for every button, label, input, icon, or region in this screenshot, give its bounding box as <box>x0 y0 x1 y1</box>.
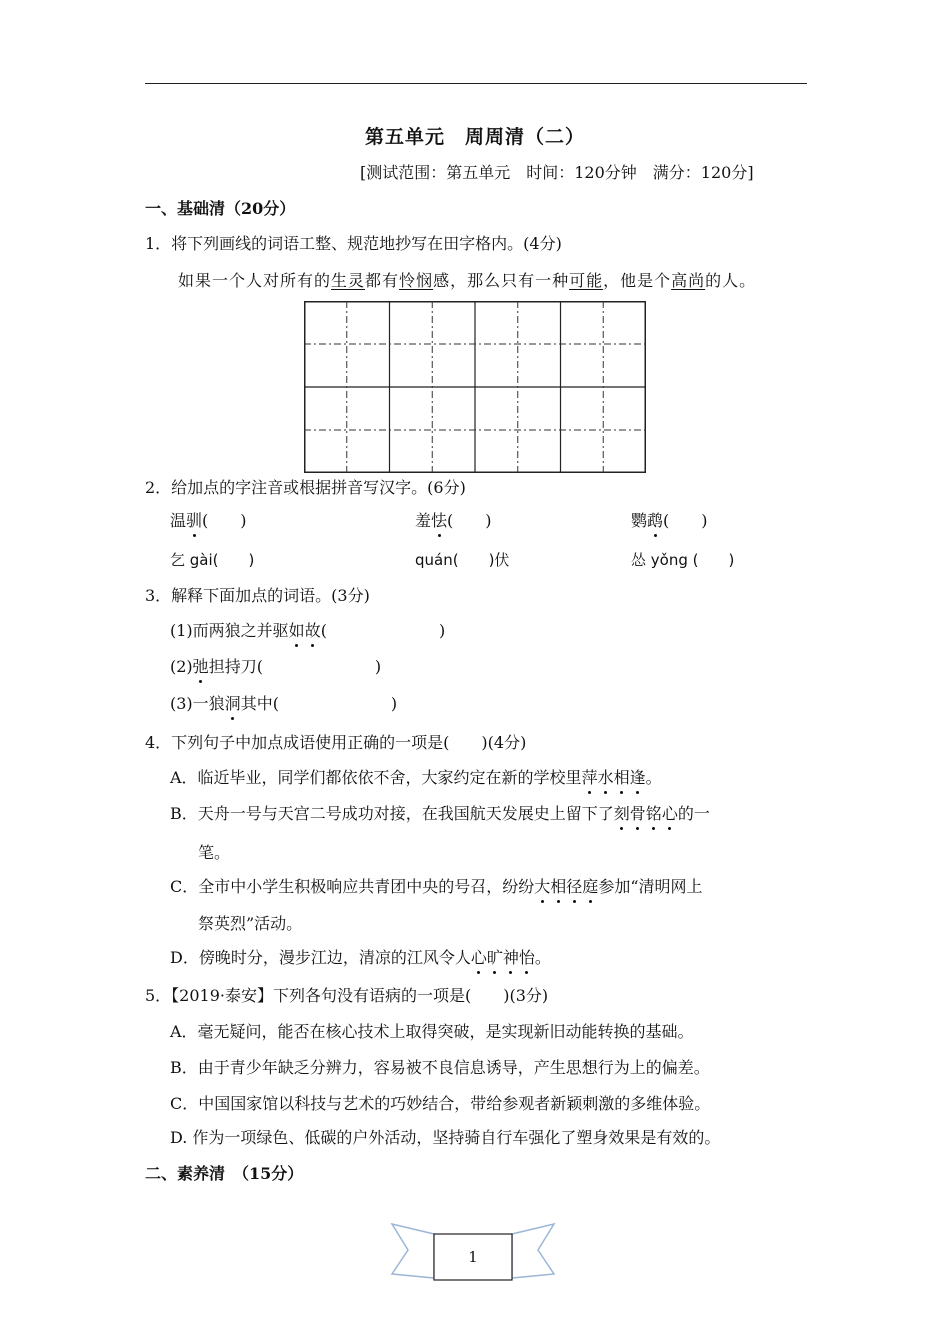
q2-item-4[interactable]: 乞 gài( ) <box>170 551 255 569</box>
dotted-char: 心 <box>470 948 487 967</box>
sentence-text: 如果一个人对所有的 <box>178 271 332 290</box>
q3-text: (3)一狼 <box>170 694 225 713</box>
underlined-word: 可能 <box>569 271 604 290</box>
dotted-char: 神 <box>502 948 519 967</box>
question-1-stem: 1．将下列画线的词语工整、规范地抄写在田字格内。(4分) <box>145 234 562 253</box>
dotted-char: 弛 <box>192 657 209 676</box>
q2-item-5[interactable]: quán( )伏 <box>415 551 510 569</box>
question-3-stem: 3．解释下面加点的词语。(3分) <box>145 586 370 605</box>
q2-item-6[interactable]: 怂 yǒng ( ) <box>631 551 735 569</box>
answer-blank[interactable]: 担持刀( ) <box>208 657 382 676</box>
q3-item-1 <box>170 620 445 642</box>
answer-blank[interactable]: ( ) <box>320 621 446 640</box>
q2-item-2 <box>415 510 492 532</box>
question-1-sentence <box>178 270 756 292</box>
dotted-char: 怡 <box>518 948 535 967</box>
answer-blank[interactable]: ( ) <box>447 511 492 530</box>
section-2-heading: 二、素养清 （15分） <box>145 1164 304 1183</box>
dotted-char: 怯 <box>431 511 448 530</box>
dotted-char: 相 <box>550 877 567 896</box>
option-text: 参加“清明网上 <box>598 877 703 896</box>
dotted-char: 逢 <box>629 768 646 787</box>
underlined-word: 生灵 <box>331 271 366 290</box>
q4-option-b-cont: 笔。 <box>198 843 231 862</box>
q4-option-a[interactable] <box>170 767 662 789</box>
answer-blank[interactable]: 其中( ) <box>240 694 398 713</box>
q4-option-c[interactable] <box>170 876 703 898</box>
page-title: 第五单元 周周清（二） <box>364 126 585 148</box>
option-text: 。 <box>534 948 551 967</box>
dotted-char: 骨 <box>629 804 646 823</box>
tianzige-grid[interactable] <box>304 301 646 473</box>
q2-text: 鹦 <box>631 511 648 530</box>
dotted-char: 水 <box>597 768 614 787</box>
question-source: 5．【2019·泰安】 <box>145 986 273 1005</box>
test-meta: [测试范围：第五单元 时间：120分钟 满分：120分] <box>360 163 754 182</box>
option-text: 的一 <box>677 804 710 823</box>
answer-blank[interactable]: ( ) <box>202 511 247 530</box>
q2-item-1 <box>170 510 247 532</box>
q4-option-b[interactable] <box>170 803 710 825</box>
dotted-char: 径 <box>566 877 583 896</box>
q2-text: 羞 <box>415 511 432 530</box>
q5-option-b[interactable]: B．由于青少年缺乏分辨力，容易被不良信息诱导，产生思想行为上的偏差。 <box>170 1058 710 1077</box>
option-text: B．天舟一号与天宫二号成功对接，在我国航天发展史上留下了 <box>170 804 614 823</box>
q3-text: (1)而两狼之并驱 <box>170 621 289 640</box>
dotted-char: 故 <box>304 621 321 640</box>
question-2-stem: 2．给加点的字注音或根据拼音写汉字。(6分) <box>145 478 466 497</box>
sentence-text: 的人。 <box>705 271 757 290</box>
q4-option-c-cont: 祭英烈”活动。 <box>198 914 303 933</box>
option-text: C．全市中小学生积极响应共青团中央的号召，纷纷 <box>170 877 535 896</box>
q5-option-d[interactable]: D. 作为一项绿色、低碳的户外活动，坚持骑自行车强化了塑身效果是有效的。 <box>170 1128 721 1147</box>
dotted-char: 大 <box>534 877 551 896</box>
sentence-text: 都有 <box>365 271 400 290</box>
answer-blank[interactable]: ( ) <box>663 511 708 530</box>
dotted-char: 心 <box>661 804 678 823</box>
dotted-char: 相 <box>613 768 630 787</box>
option-text: A．临近毕业，同学们都依依不舍，大家约定在新的学校里 <box>170 768 582 787</box>
page-number: 1 <box>468 1248 478 1266</box>
dotted-char: 洞 <box>224 694 241 713</box>
q5-option-a[interactable]: A．毫无疑问，能否在核心技术上取得突破，是实现新旧动能转换的基础。 <box>170 1022 694 1041</box>
question-text: 下列各句没有语病的一项是( )(3分) <box>273 986 549 1005</box>
dotted-char: 庭 <box>582 877 599 896</box>
q4-option-d[interactable] <box>170 947 551 969</box>
dotted-char: 如 <box>288 621 305 640</box>
dotted-char: 旷 <box>486 948 503 967</box>
dotted-char: 铭 <box>645 804 662 823</box>
q5-option-c[interactable]: C．中国国家馆以科技与艺术的巧妙结合，带给参观者新颖刺激的多维体验。 <box>170 1094 711 1113</box>
sentence-text: 感，那么只有一种 <box>433 271 570 290</box>
section-1-heading: 一、基础清（20分） <box>145 199 296 218</box>
underlined-word: 怜悯 <box>399 271 434 290</box>
question-5-stem <box>145 985 548 1007</box>
dotted-char: 驯 <box>186 511 203 530</box>
question-4-stem: 4．下列句子中加点成语使用正确的一项是( )(4分) <box>145 733 527 752</box>
dotted-char: 萍 <box>581 768 598 787</box>
dotted-char: 鹉 <box>647 511 664 530</box>
q3-item-3 <box>170 693 397 715</box>
header-rule <box>145 83 807 84</box>
q2-text: 温 <box>170 511 187 530</box>
dotted-char: 刻 <box>613 804 630 823</box>
option-text: D．傍晚时分，漫步江边，清凉的江风令人 <box>170 948 471 967</box>
page-number-badge <box>390 1220 556 1284</box>
option-text: 。 <box>645 768 662 787</box>
q3-text: (2) <box>170 657 193 676</box>
q2-item-3 <box>631 510 708 532</box>
q3-item-2 <box>170 656 381 678</box>
underlined-word: 高尚 <box>671 271 706 290</box>
sentence-text: ，他是个 <box>603 271 672 290</box>
